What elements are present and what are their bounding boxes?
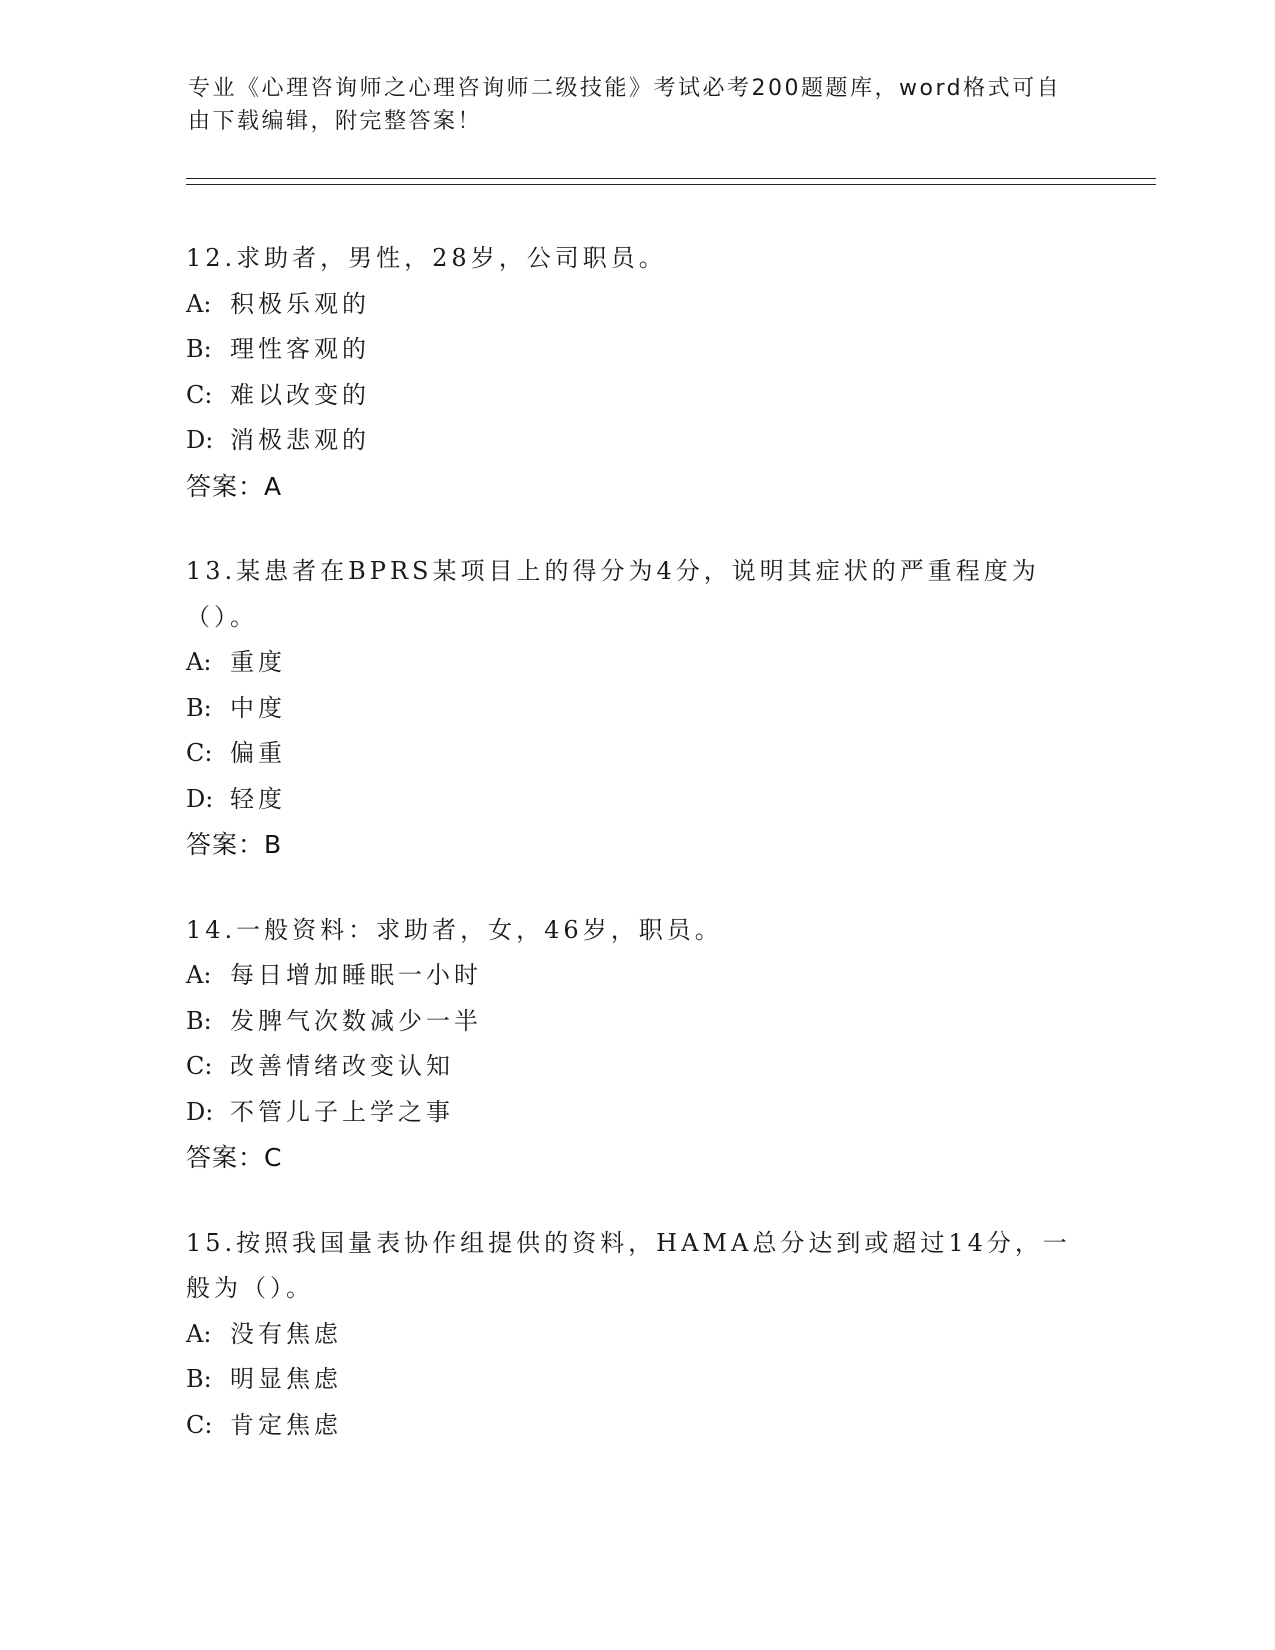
option-label: B: [186,1006,212,1035]
header-divider-top [186,178,1156,179]
option-c [186,1403,1086,1449]
option-c [186,731,1086,777]
answer-key: 答案：A [186,471,283,501]
option-label: B: [186,335,212,363]
option-label: C: [186,739,213,767]
option-text: 改善情绪改变认知 [230,1052,454,1080]
option-label: D: [186,426,214,454]
option-text: 难以改变的 [230,380,370,409]
option-label: D: [186,1097,214,1126]
option-b [186,999,1086,1045]
question-list [186,236,1086,1488]
option-text: 重度 [230,648,286,676]
option-text: 发脾气次数减少一半 [230,1006,482,1035]
option-label: D: [186,784,214,813]
option-label: C: [186,1410,213,1439]
option-a [186,282,1086,328]
option-text: 没有焦虑 [230,1319,342,1348]
option-text: 偏重 [230,739,286,767]
option-label: A: [186,961,212,989]
option-d [186,777,1086,823]
option-label: A: [186,648,212,676]
option-text: 每日增加睡眠一小时 [230,961,482,989]
option-text: 不管儿子上学之事 [230,1097,454,1126]
option-label: B: [186,693,212,722]
question-stem: 12.求助者，男性，28岁，公司职员。 [186,244,667,272]
option-label: A: [186,1319,212,1348]
question-stem: 14.一般资料：求助者，女，46岁，职员。 [186,915,723,944]
answer-key: 答案：B [186,830,283,859]
option-b [186,1357,1086,1403]
option-a [186,953,1086,999]
option-text: 中度 [230,693,286,722]
document-intro: 专业《心理咨询师之心理咨询师二级技能》考试必考200题题库，word格式可自由下载编辑，附完整答案！ [188,76,1062,134]
option-text: 轻度 [230,784,286,813]
option-a [186,640,1086,686]
question-stem: 13.某患者在BPRS某项目上的得分为4分，说明其症状的严重程度为（）。 [186,557,1040,631]
answer-key: 答案：C [186,1143,283,1172]
option-a [186,1312,1086,1358]
option-c [186,1044,1086,1090]
option-text: 积极乐观的 [230,289,370,318]
option-label: C: [186,380,213,409]
question-13 [186,549,1086,868]
option-text: 肯定焦虑 [230,1410,342,1439]
option-label: B: [186,1365,212,1393]
header-divider-bottom [186,184,1156,185]
option-text: 理性客观的 [230,335,370,363]
option-d [186,1090,1086,1136]
option-text: 明显焦虑 [230,1365,342,1393]
option-d [186,418,1086,464]
question-stem: 15.按照我国量表协作组提供的资料，HAMA总分达到或超过14分，一般为（）。 [186,1228,1071,1302]
option-b [186,327,1086,373]
question-15 [186,1221,1086,1449]
question-14 [186,908,1086,1181]
option-b [186,686,1086,732]
question-12 [186,236,1086,509]
option-c [186,373,1086,419]
option-label: C: [186,1052,213,1080]
option-text: 消极悲观的 [230,426,370,454]
option-label: A: [186,289,212,318]
